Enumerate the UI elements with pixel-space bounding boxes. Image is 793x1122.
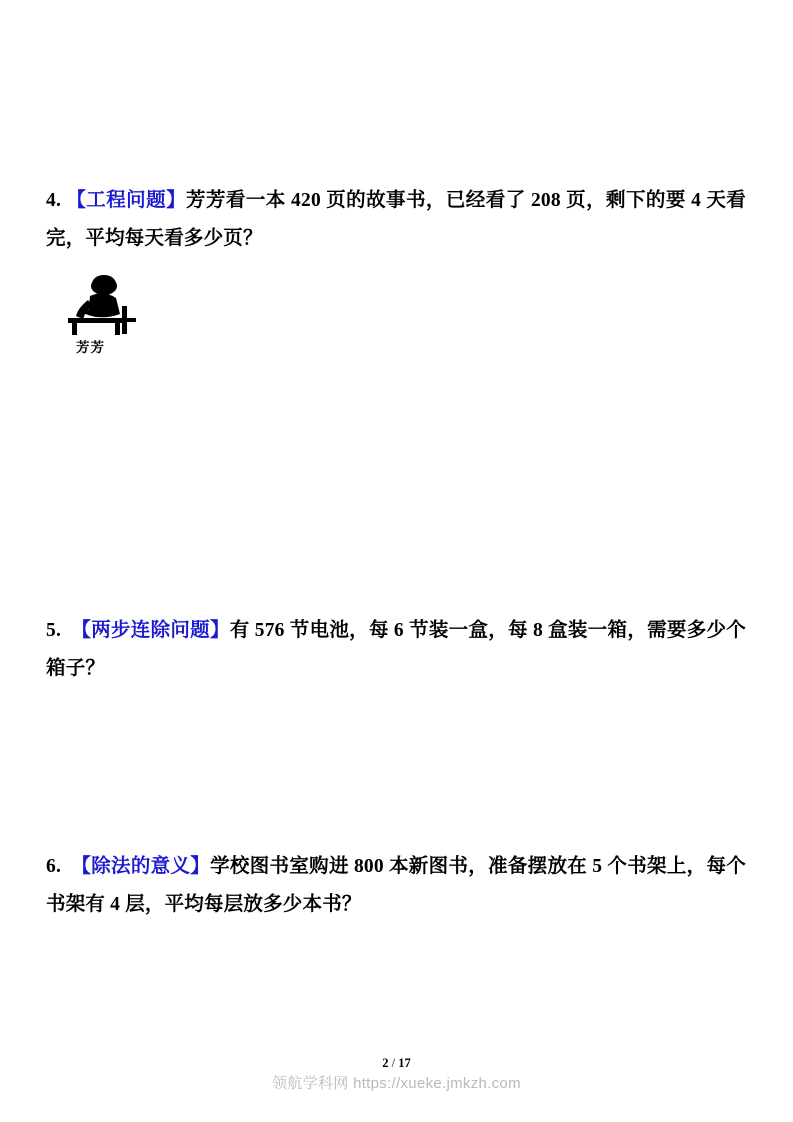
watermark: 领航学科网 https://xueke.jmkzh.com	[272, 1075, 521, 1092]
student-reading-icon	[60, 274, 160, 344]
page-number	[0, 1056, 793, 1071]
question-tag: 【工程问题】	[66, 190, 187, 211]
question-number: 4.	[46, 190, 62, 211]
question-text: 有 576 节电池，每 6 节装一盒，每 8 盒装一箱，需要多少个箱子？	[46, 620, 747, 680]
answer-space-2	[46, 688, 746, 848]
question-text: 学校图书室购进 800 本新图书，准备摆放在 5 个书架上，每个书架有 4 层，平均每层放多少本书？	[46, 856, 746, 916]
question-tag: 【除法的意义】	[71, 856, 211, 878]
answer-space-1	[46, 364, 746, 612]
fangfang-illustration	[60, 274, 160, 364]
questions-container	[46, 182, 746, 924]
question-item	[46, 848, 746, 924]
question-text: 芳芳看一本 420 页的故事书，已经看了 208 页，剩下的要 4 天看完，平均每天看多少页？	[46, 190, 747, 250]
question-number: 6.	[46, 856, 62, 878]
question-item	[46, 182, 746, 258]
page-current: 2	[382, 1056, 389, 1070]
question-number: 5.	[46, 620, 62, 642]
page-total: 17	[398, 1056, 411, 1070]
illustration-caption: 芳芳	[76, 340, 105, 356]
question-tag: 【两步连除问题】	[71, 620, 230, 642]
question-item	[46, 612, 746, 688]
page-separator: /	[391, 1056, 396, 1070]
